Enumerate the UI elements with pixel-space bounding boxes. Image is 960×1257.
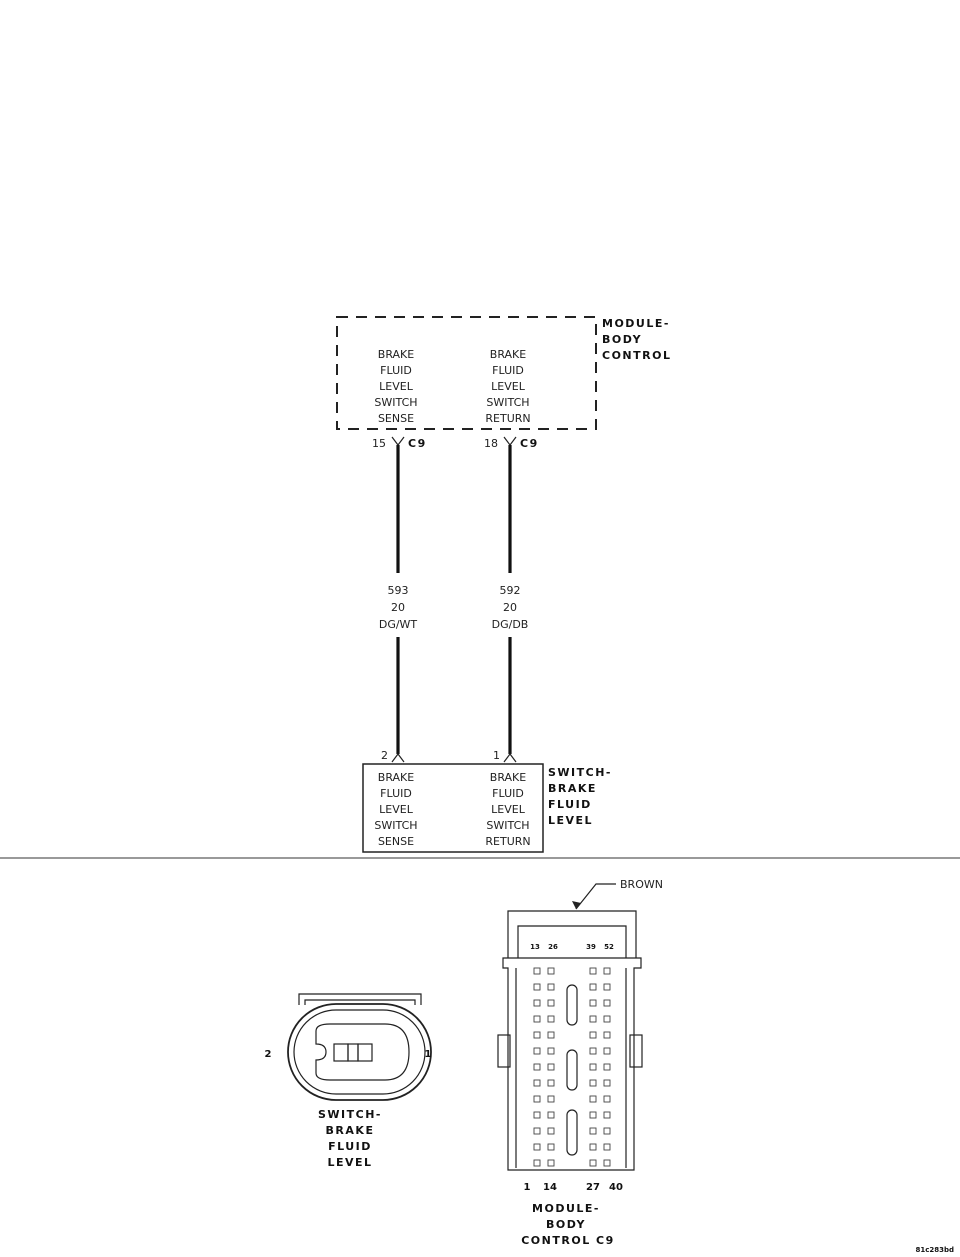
module-left-line: SENSE (377, 412, 415, 425)
terminal-cavity (590, 1112, 596, 1118)
connector-body (503, 958, 641, 1170)
module-right-line: RETURN (485, 412, 531, 425)
terminal-cavity (604, 1144, 610, 1150)
locating-slot (567, 1110, 577, 1155)
switch-title-line: FLUID (548, 798, 592, 811)
terminal-cavity (534, 1000, 540, 1006)
terminal-cavity (604, 1112, 610, 1118)
module-dashed-outline (337, 317, 596, 429)
terminal-cavity (590, 1128, 596, 1134)
module-right-line: SWITCH (486, 396, 530, 409)
terminal-cavity (604, 1000, 610, 1006)
terminal-cavity (604, 1016, 610, 1022)
module-left-circuit-label (374, 348, 417, 425)
switch-right-line: BRAKE (489, 771, 527, 784)
pin-chevron-icon (392, 754, 404, 762)
switch-right-line: RETURN (485, 835, 531, 848)
locating-slot (567, 985, 577, 1025)
terminal-cavity (604, 1064, 610, 1070)
connector-title-line: LEVEL (327, 1156, 373, 1169)
terminal-cavity (534, 968, 540, 974)
terminal-cavity (534, 1112, 540, 1118)
wire-592 (492, 445, 529, 754)
wire-circuit: 593 (387, 584, 409, 597)
terminal-cavity (590, 1000, 596, 1006)
terminal-cavity (548, 1080, 554, 1086)
terminal-cavity (604, 1048, 610, 1054)
switch-right-line: SWITCH (486, 819, 530, 832)
connector-title-line: BODY (545, 1218, 587, 1231)
connector-chevron-icon (504, 437, 516, 445)
terminal-cavity (590, 1048, 596, 1054)
switch-left-line: LEVEL (379, 803, 413, 816)
terminal-cavity (548, 1128, 554, 1134)
terminal-cavity (548, 1144, 554, 1150)
terminal-cavity (548, 1112, 554, 1118)
connector-pin-label: 39 (586, 943, 596, 951)
terminal-cavity (604, 968, 610, 974)
terminal-cavity (534, 984, 540, 990)
switch-pin-number: 1 (493, 749, 500, 762)
module-body-control (337, 317, 671, 429)
module-title-line: BODY (602, 333, 643, 346)
connector-name: C9 (408, 437, 427, 450)
wire-593 (379, 445, 418, 754)
module-connector-view (498, 878, 663, 1247)
wire-gauge: 20 (391, 601, 405, 614)
wire-gauge: 20 (503, 601, 517, 614)
terminal-cavity (590, 1032, 596, 1038)
connector-pin-label: 52 (604, 943, 614, 951)
terminal-cavity (548, 1048, 554, 1054)
switch-left-line: FLUID (380, 787, 412, 800)
connector-pin-label: 40 (609, 1182, 623, 1193)
switch-right-line: FLUID (492, 787, 524, 800)
connector-pin-label: 1 (523, 1182, 531, 1193)
terminal-cavity (590, 1144, 596, 1150)
terminal-cavity (534, 1080, 540, 1086)
terminal-cavity (590, 1064, 596, 1070)
terminal-cavity (590, 1080, 596, 1086)
connector-pin-label: 14 (543, 1182, 557, 1193)
connector-side-tab (630, 1035, 642, 1067)
switch-left-line: SWITCH (374, 819, 418, 832)
connector-shell-top-inner (518, 926, 626, 958)
module-right-line: FLUID (492, 364, 524, 377)
switch-title-line: SWITCH- (548, 766, 612, 779)
terminal-cavity (548, 1096, 554, 1102)
module-title (602, 317, 671, 362)
connector-pin-number: 18 (484, 437, 498, 450)
color-leader-line (576, 884, 616, 909)
wire-color: DG/DB (491, 618, 529, 631)
switch-pin-2 (381, 749, 404, 762)
terminal-cavity (534, 1032, 540, 1038)
terminal-cavity (590, 1096, 596, 1102)
terminal-cavity (590, 1160, 596, 1166)
terminal-cavity (534, 1064, 540, 1070)
terminal-cavity (548, 1016, 554, 1022)
terminal-cavity (604, 1160, 610, 1166)
terminal-cavity (548, 968, 554, 974)
connector-pin-number: 15 (372, 437, 386, 450)
terminal-cavity (604, 1128, 610, 1134)
connector-pin-label: 27 (586, 1182, 600, 1193)
terminal-grid (534, 968, 610, 1166)
connector-title-line: SWITCH- (318, 1108, 382, 1121)
connector-title-line: CONTROL C9 (521, 1234, 615, 1247)
wire-circuit: 592 (499, 584, 521, 597)
terminal-cavity (590, 1016, 596, 1022)
switch-left-line: SENSE (377, 835, 415, 848)
terminal-cavity (590, 984, 596, 990)
connector-name: C9 (520, 437, 539, 450)
switch-title-line: LEVEL (548, 814, 594, 827)
terminal-cavity (548, 1160, 554, 1166)
terminal-cavity (604, 1080, 610, 1086)
connector-pin-label: 1 (424, 1049, 432, 1060)
module-right-line: LEVEL (491, 380, 525, 393)
switch-pin-1 (493, 749, 516, 762)
switch-title-line: BRAKE (548, 782, 597, 795)
module-left-line: BRAKE (377, 348, 415, 361)
module-right-circuit-label (485, 348, 530, 425)
connector-pin-label: 13 (530, 943, 540, 951)
connector-title-line: BRAKE (325, 1124, 375, 1137)
switch-pin-number: 2 (381, 749, 388, 762)
terminal-cavity (534, 1096, 540, 1102)
connector-pin-label: 2 (264, 1049, 272, 1060)
terminal-cavity (534, 1144, 540, 1150)
connector-title-line: FLUID (328, 1140, 372, 1153)
connector-title-line: MODULE- (532, 1202, 600, 1215)
module-title-line: CONTROL (602, 349, 672, 362)
switch-brake-fluid-level (363, 764, 612, 852)
connector-pin-label: 26 (548, 943, 558, 951)
terminal-cavity (534, 1128, 540, 1134)
terminal-cavity (534, 1048, 540, 1054)
switch-connector-view (265, 994, 432, 1169)
terminal-cavity (548, 984, 554, 990)
module-left-line: FLUID (380, 364, 412, 377)
connector-color-label: BROWN (620, 878, 663, 891)
module-title-line: MODULE- (602, 317, 670, 330)
terminal-cavity (548, 1000, 554, 1006)
module-left-line: SWITCH (374, 396, 418, 409)
locating-slot (567, 1050, 577, 1090)
wire-color: DG/WT (378, 618, 418, 631)
connector-shell-top (508, 911, 636, 958)
terminal-cavity (534, 1016, 540, 1022)
terminal-cavity (548, 1064, 554, 1070)
terminal-cavity (604, 1032, 610, 1038)
terminal-cavity (548, 1032, 554, 1038)
terminal-cavity (604, 1096, 610, 1102)
pin-chevron-icon (504, 754, 516, 762)
module-left-line: LEVEL (379, 380, 413, 393)
connector-chevron-icon (392, 437, 404, 445)
terminal-cavity (590, 968, 596, 974)
switch-left-line: BRAKE (377, 771, 415, 784)
switch-right-line: LEVEL (491, 803, 525, 816)
module-right-line: BRAKE (489, 348, 527, 361)
terminal-cavity (604, 984, 610, 990)
terminal-cavity (534, 1160, 540, 1166)
figure-id: 81c283bd (915, 1246, 954, 1254)
